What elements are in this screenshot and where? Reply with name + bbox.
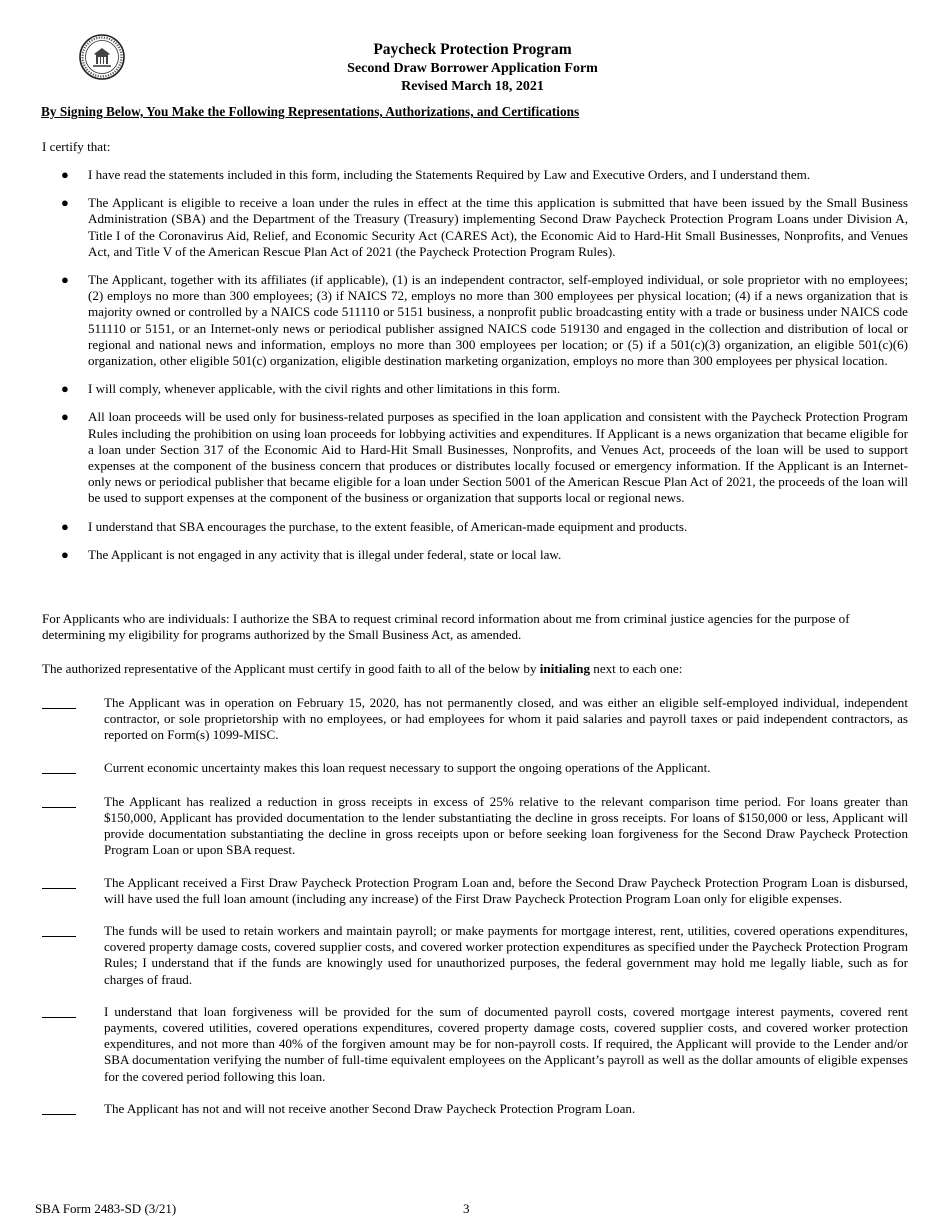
initials-field[interactable]: [42, 695, 104, 744]
initials-field[interactable]: [42, 875, 104, 907]
list-item: [42, 381, 908, 397]
bullet-text: The Applicant is not engaged in any activity that is illegal under federal, state or local law.: [88, 546, 562, 562]
initial-item-text: The Applicant has not and will not receive another Second Draw Paycheck Protection Program Loan.: [104, 1100, 636, 1116]
instruction-text: The authorized representative of the Applicant must certify in good faith to all of the below by: [42, 661, 540, 676]
instruction-text-end: next to each one:: [590, 661, 683, 676]
list-item: [42, 409, 908, 506]
initial-item-text: I understand that loan forgiveness will be provided for the sum of documented payroll costs, covered mortgage interest payments, covered rent payments, covered utilities, covered operations expenditures, covered property damage costs, covered supplier costs, and covered worker protection expenditures, and not more than 40% of the forgiven amount may be for non-payroll costs. If required, the Applicant will provide to the Lender and/or SBA documentation verifying the number of full-time equivalent employees on the Applicant’s payroll as well as the dollar amounts of eligible expenses for the covered period following this loan.: [104, 1003, 908, 1084]
bullet-text: The Applicant is eligible to receive a loan under the rules in effect at the time this application is submitted that have been issued by the Small Business Administration (SBA) and the Department of the Treasury (Treasury) implementing Second Draw Paycheck Protection Program Loans under Division A, Title I of the Coronavirus Aid, Relief, and Economic Security Act (CARES Act), the Economic Aid to Hard-Hit Small Businesses, Nonprofits, and Venues Act, and Title V of the American Rescue Plan Act of 2021 (the Paycheck Protection Program Rules).: [88, 195, 908, 259]
certification-bullet-list: [42, 167, 908, 575]
initial-item-text: The Applicant received a First Draw Paycheck Protection Program Loan and, before the Second Draw Paycheck Protection Program Loan is disbursed, will have used the full loan amount (including any increase) of the First Draw Paycheck Protection Program Loan only for eligible expenses.: [104, 874, 908, 906]
list-item: [42, 923, 908, 988]
list-item: [42, 272, 908, 369]
list-item: [42, 1101, 908, 1119]
initials-field[interactable]: [42, 760, 104, 778]
initial-item-text: Current economic uncertainty makes this loan request necessary to support the ongoing operations of the Applicant.: [104, 759, 711, 775]
section-heading: By Signing Below, You Make the Following Representations, Authorizations, and Certifications: [41, 104, 580, 119]
list-item: [42, 760, 908, 778]
bullet-icon: ●: [61, 409, 69, 425]
list-item: [42, 875, 908, 907]
initials-field[interactable]: [42, 1101, 104, 1119]
initial-item-text: The funds will be used to retain workers and maintain payroll; or make payments for mortgage interest, rent, utilities, covered operations expenditures, covered property damage costs, covered supplier costs, and covered worker protection expenditures as specified under the Paycheck Protection Program Rules; I understand that if the funds are knowingly used for unauthorized purposes, the federal government may hold me legally liable, such as for charges of fraud.: [104, 923, 908, 987]
list-item: [42, 167, 908, 183]
bullet-text: The Applicant, together with its affiliates (if applicable), (1) is an independent contractor, self-employed individual, or sole proprietor with no employees; (2) employs no more than 300 employees; (3) if NAICS 72, employs no more than 300 employees per physical location; (4) if a news organization that is majority owned or controlled by a NAICS code 511110 or 5151 business, a nonprofit public broadcasting entity with a trade or business under NAICS code 511110 or 5151, or an Internet-only news or periodical publisher assigned NAICS code 519130 and engaged in the collection and distribution of local or regional and national news and information, employs no more than 300 employees per location; or (5) if a 501(c)(3) organization, an eligible 501(c)(6) organization, other eligible 501(c) organization, eligible destination marketing organization, employs no more than 300 employees per physical location.: [88, 272, 908, 369]
program-title: Paycheck Protection Program: [373, 41, 572, 58]
form-header: [260, 40, 685, 96]
bullet-icon: ●: [61, 546, 69, 562]
instruction-bold-word: initialing: [539, 661, 590, 676]
list-item: [42, 547, 908, 563]
form-identifier: SBA Form 2483-SD (3/21): [35, 1201, 177, 1216]
list-item: [42, 695, 908, 744]
individuals-authorization-paragraph: For Applicants who are individuals: I authorize the SBA to request criminal record information about me from criminal justice agencies for the purpose of determining my eligibility for programs authorized by the Small Business Act, as amended.: [42, 611, 850, 643]
sba-seal-logo: [78, 33, 126, 81]
initials-field[interactable]: [42, 923, 104, 988]
certify-intro: I certify that:: [42, 139, 111, 154]
bullet-text: I will comply, whenever applicable, with the civil rights and other limitations in this form.: [88, 381, 561, 397]
page-number: 3: [463, 1201, 470, 1216]
bullet-text: I have read the statements included in this form, including the Statements Required by Law and Executive Orders, and I understand them.: [88, 167, 811, 182]
list-item: [42, 195, 908, 260]
form-title: Second Draw Borrower Application Form: [347, 61, 598, 76]
bullet-text: I understand that SBA encourages the purchase, to the extent feasible, of American-made equipment and products.: [88, 518, 688, 534]
bullet-icon: ●: [61, 518, 69, 534]
bullet-icon: ●: [61, 167, 69, 182]
initial-item-text: The Applicant was in operation on February 15, 2020, has not permanently closed, and was either an eligible self-employed individual, independent contractor, or sole proprietorship with no employees, or had employees for whom it paid salaries and payroll taxes or paid independent contractors, as reported on Form(s) 1099-MISC.: [104, 695, 908, 743]
bullet-icon: ●: [61, 272, 69, 288]
initial-item-text: The Applicant has realized a reduction in gross receipts in excess of 25% relative to the relevant comparison time period. For loans greater than $150,000, Applicant has provided documentation to the lender substantiating the decline in gross receipts. For loans of $150,000 or less, Applicant will provide documentation substantiating the decline in gross receipts upon or before seeking loan forgiveness for the Second Draw Paycheck Protection Program Loan or upon SBA request.: [104, 793, 908, 858]
bullet-text: All loan proceeds will be used only for business-related purposes as specified in the loan application and consistent with the Paycheck Protection Program Rules including the prohibition on using loan proceeds for lobbying activities and expenditures. If Applicant is a news organization that became eligible for a loan under Section 317 of the Economic Aid to Hard-Hit Small Businesses, Nonprofits, and Venues Act, proceeds of the loan will be used to support expenses at the component of the business concern that produces or distributes locally focused or emergency information. If the Applicant is an Internet-only news or periodical publisher that became eligible for a loan under Section 5001 of the American Rescue Plan Act of 2021, the proceeds of the loan will be used to support expenses at the component of the business or organization that supports local or regional news.: [88, 409, 908, 506]
list-item: [42, 794, 908, 859]
bullet-icon: ●: [61, 381, 69, 397]
initials-field[interactable]: [42, 1004, 104, 1085]
revision-date: Revised March 18, 2021: [401, 79, 544, 94]
bullet-icon: ●: [61, 195, 69, 211]
initials-field[interactable]: [42, 794, 104, 859]
authorized-representative-instruction: [42, 661, 908, 677]
list-item: [42, 519, 908, 535]
initial-certification-list: [42, 695, 908, 1135]
list-item: [42, 1004, 908, 1085]
